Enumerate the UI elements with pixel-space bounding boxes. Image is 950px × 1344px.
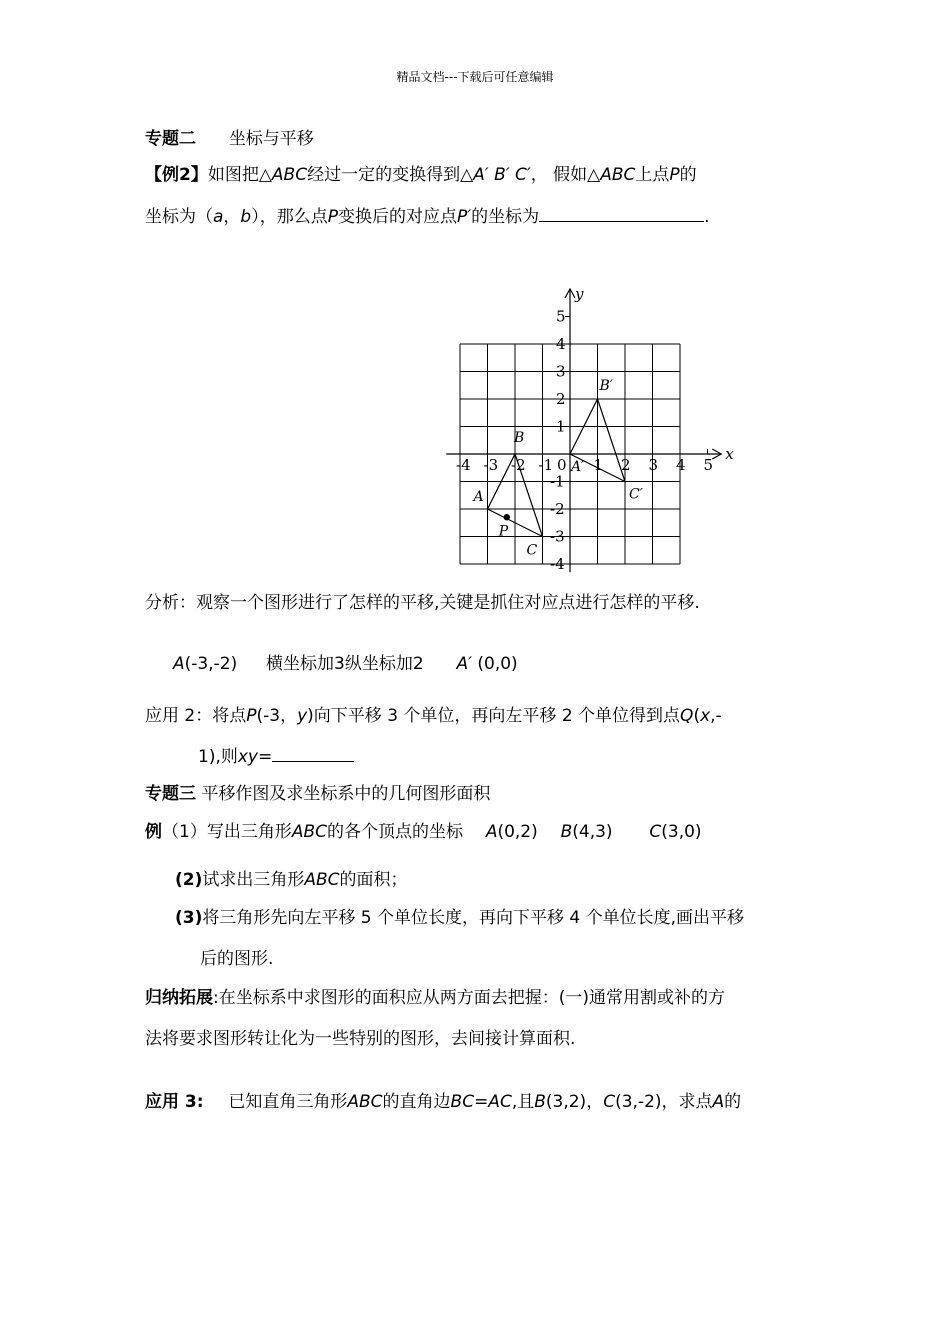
point-b-label: B	[534, 1092, 546, 1112]
topic2-label: 专题二	[145, 129, 196, 149]
example2-text: ，	[223, 207, 241, 227]
y-tick-label: 2	[556, 390, 566, 408]
example2-line2	[145, 205, 710, 229]
x-tick-label: 4	[676, 456, 686, 474]
apply2-text: 1),则	[198, 747, 238, 767]
summary-text: :在坐标系中求图形的面积应从两方面去把握：(一)通常用割或补的方	[213, 988, 725, 1008]
apply2-line2	[198, 745, 354, 769]
transform-rule: 横坐标加3纵坐标加2	[266, 654, 424, 674]
coord-value: (0,2)	[497, 822, 538, 842]
topic3-title: 平移作图及求坐标系中的几何图形面积	[201, 784, 491, 804]
y-axis-label: y	[575, 285, 584, 303]
apply2-text: (	[693, 706, 701, 726]
example2-text: 经过一定的变换得到△	[307, 165, 474, 185]
x-tick-label: -2	[511, 456, 526, 474]
topic2-title: 坐标与平移	[228, 129, 314, 149]
apply3-label: 应用 3:	[145, 1092, 204, 1112]
y-tick-label: -3	[550, 527, 565, 546]
question-number: (2)	[175, 870, 203, 890]
apply3-text: 已知直角三角形	[228, 1092, 348, 1112]
y-tick-label: -4	[550, 555, 565, 573]
summary-line2: 法将要求图形转让化为一些特别的图形，去间接计算面积.	[145, 1029, 576, 1049]
triangle-abc-label: ABC	[271, 165, 308, 185]
topic3-label: 专题三	[145, 784, 196, 804]
topic3-heading	[145, 782, 490, 806]
apply2-text: )向下平移 3 个单位，再向左平移 2 个单位得到点	[307, 706, 681, 726]
example2-text: ， 假如△	[530, 165, 601, 185]
x-tick-label: 3	[648, 456, 659, 474]
summary-label: 归纳拓展	[145, 988, 213, 1008]
point-a-label: A	[485, 822, 498, 842]
coord-value: (4,3)	[572, 822, 613, 842]
triangle-abc-label: ABC	[600, 165, 636, 185]
example-text: （1）写出三角形	[162, 822, 292, 842]
y-tick-label: 5	[556, 307, 566, 326]
point-b-label: B	[560, 822, 573, 842]
example2-tag: 【例2】	[145, 165, 208, 185]
example-tag: 例	[145, 822, 162, 842]
apply2-text: ,-	[710, 706, 722, 726]
triangle-abc-label: ABC	[347, 1092, 383, 1112]
example2-line1	[145, 163, 697, 187]
var-b: b	[240, 207, 252, 227]
apply3-line	[145, 1090, 741, 1114]
point-label: B	[514, 430, 525, 446]
point-label: B′	[599, 378, 613, 394]
example-q3-cont: 后的图形.	[200, 949, 274, 969]
example2-text: 坐标为（	[145, 207, 213, 227]
x-axis-label: x	[725, 445, 734, 463]
x-tick-label: 5	[703, 456, 714, 474]
analysis-text: 分析：观察一个图形进行了怎样的平移,关键是抓住对应点进行怎样的平移.	[145, 593, 700, 613]
apply3-text: 的直角边	[382, 1092, 451, 1112]
point-label: A′	[571, 459, 585, 475]
y-tick-label: -2	[550, 500, 565, 518]
point-c-label: C	[603, 1092, 616, 1112]
var-x: x	[700, 706, 711, 726]
var-y: y	[297, 706, 308, 726]
apply2-line1	[145, 704, 722, 728]
equation-bc-ac: BC=AC	[450, 1092, 512, 1112]
y-tick-label: 1	[556, 417, 566, 436]
apply2-text: (-3，	[256, 706, 298, 726]
triangle-abc-label: ABC	[304, 870, 340, 890]
point-label: P	[498, 523, 509, 540]
analysis-equation	[173, 652, 518, 676]
var-a: a	[213, 207, 224, 227]
example-text: 的各个顶点的坐标	[327, 822, 463, 842]
answer-blank[interactable]	[539, 205, 704, 222]
point-p-label: P	[327, 207, 338, 227]
example2-text: .	[704, 207, 710, 227]
coord-value: (0,0)	[477, 654, 518, 674]
x-tick-label: -4	[456, 456, 471, 474]
topic2-heading	[145, 127, 314, 151]
triangle-abc-prime-label: A′ B′ C′	[473, 165, 531, 185]
coord-value: (3,2)，	[545, 1092, 604, 1112]
point-p-label: P	[246, 706, 257, 726]
point-c-label: C	[649, 822, 662, 842]
example2-text: ），那么点	[251, 207, 328, 227]
point-a-label: A	[712, 1092, 725, 1112]
apply3-text: ,且	[511, 1092, 535, 1112]
answer-blank[interactable]	[272, 745, 354, 762]
example2-text: 的	[679, 165, 697, 185]
y-tick-label: 4	[556, 335, 566, 353]
x-tick-label: 1	[593, 456, 604, 474]
apply2-text: =	[257, 747, 273, 767]
apply2-text: 应用 2：将点	[145, 706, 247, 726]
point-label: A	[473, 489, 484, 505]
apply3-text: 的	[724, 1092, 742, 1112]
coord-value: (-3,-2)	[184, 654, 238, 674]
x-tick-label: 0	[557, 456, 567, 474]
point-label: C	[526, 542, 538, 559]
summary-line1	[145, 986, 725, 1010]
y-tick-label: -1	[550, 472, 565, 491]
point-label: C′	[629, 486, 643, 503]
x-tick-label: 2	[621, 456, 631, 474]
point-a-label: A	[173, 654, 185, 674]
var-xy: xy	[237, 747, 258, 767]
example2-text: 变换后的对应点	[337, 207, 457, 227]
question-number: (3)	[175, 908, 203, 928]
point-p-label: P	[669, 165, 680, 185]
y-tick-label: 3	[556, 362, 566, 381]
x-tick-label: -1	[538, 456, 554, 474]
example-q1	[145, 820, 702, 844]
example-text: 的面积；	[339, 870, 408, 890]
example2-text: 的坐标为	[471, 207, 540, 227]
page-header: 精品文档---下载后可任意编辑	[396, 70, 554, 84]
example-q3	[175, 906, 744, 930]
example-text: 将三角形先向左平移 5 个单位长度，再向下平移 4 个单位长度,画出平移	[202, 908, 745, 928]
x-tick-label: -3	[483, 456, 499, 474]
coordinate-figure	[430, 272, 750, 582]
triangle-abc-label: ABC	[291, 822, 327, 842]
point-a-prime-label: A′	[456, 654, 472, 674]
point-p	[504, 514, 510, 520]
example2-text: 上点	[635, 165, 670, 185]
coord-value: (3,-2)，求点	[615, 1092, 713, 1112]
point-q-label: Q	[680, 706, 694, 726]
example-text: 试求出三角形	[202, 870, 305, 890]
point-p-prime-label: P′	[456, 207, 472, 227]
example2-text: 如图把△	[207, 165, 272, 185]
tick-labels	[456, 285, 734, 573]
coord-value: (3,0)	[661, 822, 702, 842]
example-q2	[175, 868, 408, 892]
